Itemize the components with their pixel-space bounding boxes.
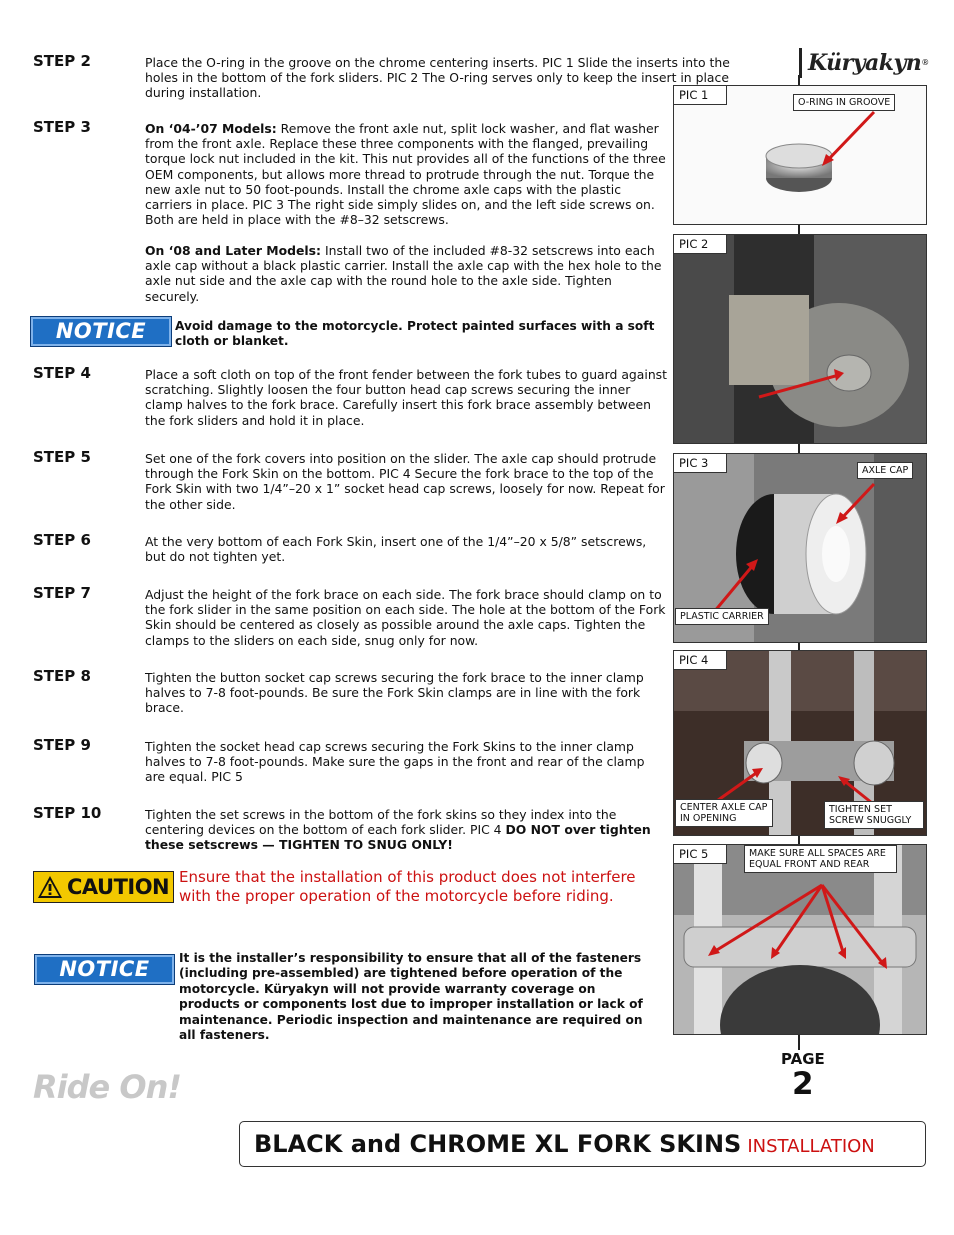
notice-text: Avoid damage to the motorcycle. Protect painted surfaces with a soft cloth or blanket.: [175, 319, 655, 349]
step-4-label: STEP 4: [33, 364, 91, 382]
step-3-text-08: [145, 243, 667, 304]
pic-1-label: PIC 1: [674, 86, 727, 105]
pic-1-callout-oring: O-RING IN GROOVE: [793, 94, 895, 111]
pic-4: [673, 650, 927, 836]
pic-4-callout-tighten-set-screw: TIGHTEN SET SCREW SNUGGLY: [824, 801, 924, 829]
pic-2-photo: [674, 235, 926, 443]
pic-3-callout-plastic-carrier: PLASTIC CARRIER: [675, 608, 769, 625]
kuryakyn-logo: [799, 49, 929, 76]
step-7-label: STEP 7: [33, 584, 91, 602]
step-3-models-08-body: Install two of the included #8-32 setscrews into each axle cap without a black plastic carrier. Install the axle cap with the hex hole to the axle nut side and the axle cap with the round hole to the axle side. Tighten securely.: [145, 243, 662, 304]
logo-text: Küryakyn: [808, 49, 922, 76]
step-5-label: STEP 5: [33, 448, 91, 466]
caution-word: CAUTION: [67, 875, 170, 899]
step-10-label: STEP 10: [33, 804, 102, 822]
logo-registered-mark: ®: [921, 58, 930, 67]
step-9-text: Tighten the socket head cap screws securing the Fork Skins to the inner clamp halves to 7-8 foot-pounds. Make sure the gaps in the front and rear of the clamp are equal. PIC 5: [145, 739, 645, 785]
step-6-text: At the very bottom of each Fork Skin, insert one of the 1/4”–20 x 5/8” setscrews, but do not tighten yet.: [145, 534, 647, 565]
step-8-label: STEP 8: [33, 667, 91, 685]
step-3-models-0407-body: Remove the front axle nut, split lock washer, and flat washer from the front axle. Replace these three components with the flanged, prevailing torque lock nut included in the kit. This nut provides all of the functions of the three OEM components, but allows more thread to protrude through the nut. Torque the new axle nut to 50 foot-pounds. Install the chrome axle caps with the plastic carriers in place. PIC 3 The right side simply slides on, and the left side screws on. Both are held in place with the #8–32 setscrews.: [145, 121, 666, 228]
step-10-text: [145, 807, 667, 853]
step-2-label: STEP 2: [33, 52, 91, 70]
notice-text-2: It is the installer’s responsibility to ensure that all of the fasteners (including pre-assembled) are tightened before operation of the motorcycle. Küryakyn will not provide warranty coverage on products or components lost due to improper installation or lack of maintenance. Periodic inspection and maintenance are required on all fasteners.: [179, 951, 643, 1043]
caution-badge: [33, 871, 174, 903]
warning-triangle-icon: [37, 875, 63, 899]
caution-text: Ensure that the installation of this product does not interfere with the proper operation of the motorcycle before riding.: [179, 868, 636, 905]
step-3-label: STEP 3: [33, 118, 91, 136]
notice-badge: NOTICE: [30, 316, 172, 347]
pic-5-photo: [674, 845, 926, 1034]
pic-5-callout-spaces: MAKE SURE ALL SPACES ARE EQUAL FRONT AND REAR: [744, 845, 897, 873]
step-10-warning: DO NOT over tighten these setscrews — TIGHTEN TO SNUG ONLY!: [145, 822, 651, 853]
step-7-text: Adjust the height of the fork brace on each side. The fork brace should clamp on to the fork slider in the same position on each side. The hole at the bottom of the Fork Skin should be centered as closely as possible around the axle caps. Tighten the clamps to the sliders on each side, snug only for now.: [145, 587, 666, 648]
page-label: PAGE: [781, 1050, 825, 1068]
document-title-main: BLACK and CHROME XL FORK SKINS: [254, 1130, 742, 1158]
document-title-box: [239, 1121, 926, 1167]
step-9-label: STEP 9: [33, 736, 91, 754]
document-title-subtitle: INSTALLATION: [747, 1136, 875, 1157]
pic-4-callout-center-axle-cap: CENTER AXLE CAP IN OPENING: [675, 799, 773, 827]
pic-5-label: PIC 5: [674, 845, 727, 864]
step-6-label: STEP 6: [33, 531, 91, 549]
pic-3-label: PIC 3: [674, 454, 727, 473]
pic-1: [673, 85, 927, 225]
step-3-text-0407: [145, 121, 667, 227]
step-5-text: Set one of the fork covers into position on the slider. The axle cap should protrude through the Fork Skin on the bottom. PIC 4 Secure the fork brace to the top of the Fork Skin with two 1/4”–20 x 1” socket head cap screws, loosely for now. Repeat for the other side.: [145, 451, 665, 512]
page-number: 2: [792, 1066, 814, 1102]
pic-2: [673, 234, 927, 444]
notice-badge-2: NOTICE: [34, 954, 175, 985]
logo-bar: [799, 48, 802, 78]
pic-3: [673, 453, 927, 643]
step-10-body: Tighten the set screws in the bottom of the fork skins so they index into the centering devices on the bottom of each fork slider. PIC 4: [145, 807, 617, 838]
step-2-text: Place the O-ring in the groove on the chrome centering inserts. PIC 1 Slide the inserts into the holes in the bottom of the fork sliders. PIC 2 The O-ring serves only to keep the insert in place during installation.: [145, 55, 730, 101]
step-8-text: Tighten the button socket cap screws securing the fork brace to the inner clamp halves to 7-8 foot-pounds. Be sure the Fork Skin clamps are in line with the fork brace.: [145, 670, 644, 716]
step-3-models-08-heading: On ‘08 and Later Models:: [145, 243, 321, 258]
step-3-models-0407-heading: On ‘04-’07 Models:: [145, 121, 277, 136]
pic-3-callout-axle-cap: AXLE CAP: [857, 462, 913, 479]
ride-on-slogan: Ride On!: [33, 1068, 181, 1106]
pic-4-label: PIC 4: [674, 651, 727, 670]
pic-2-label: PIC 2: [674, 235, 727, 254]
pic-5: [673, 844, 927, 1035]
step-4-text: Place a soft cloth on top of the front fender between the fork tubes to guard against scratching. Slightly loosen the four button head cap screws securing the inner clamp halves to the fork brace. Carefully insert this fork brace assembly between the fork sliders and hold it in place.: [145, 367, 667, 428]
document-title: [254, 1130, 875, 1158]
